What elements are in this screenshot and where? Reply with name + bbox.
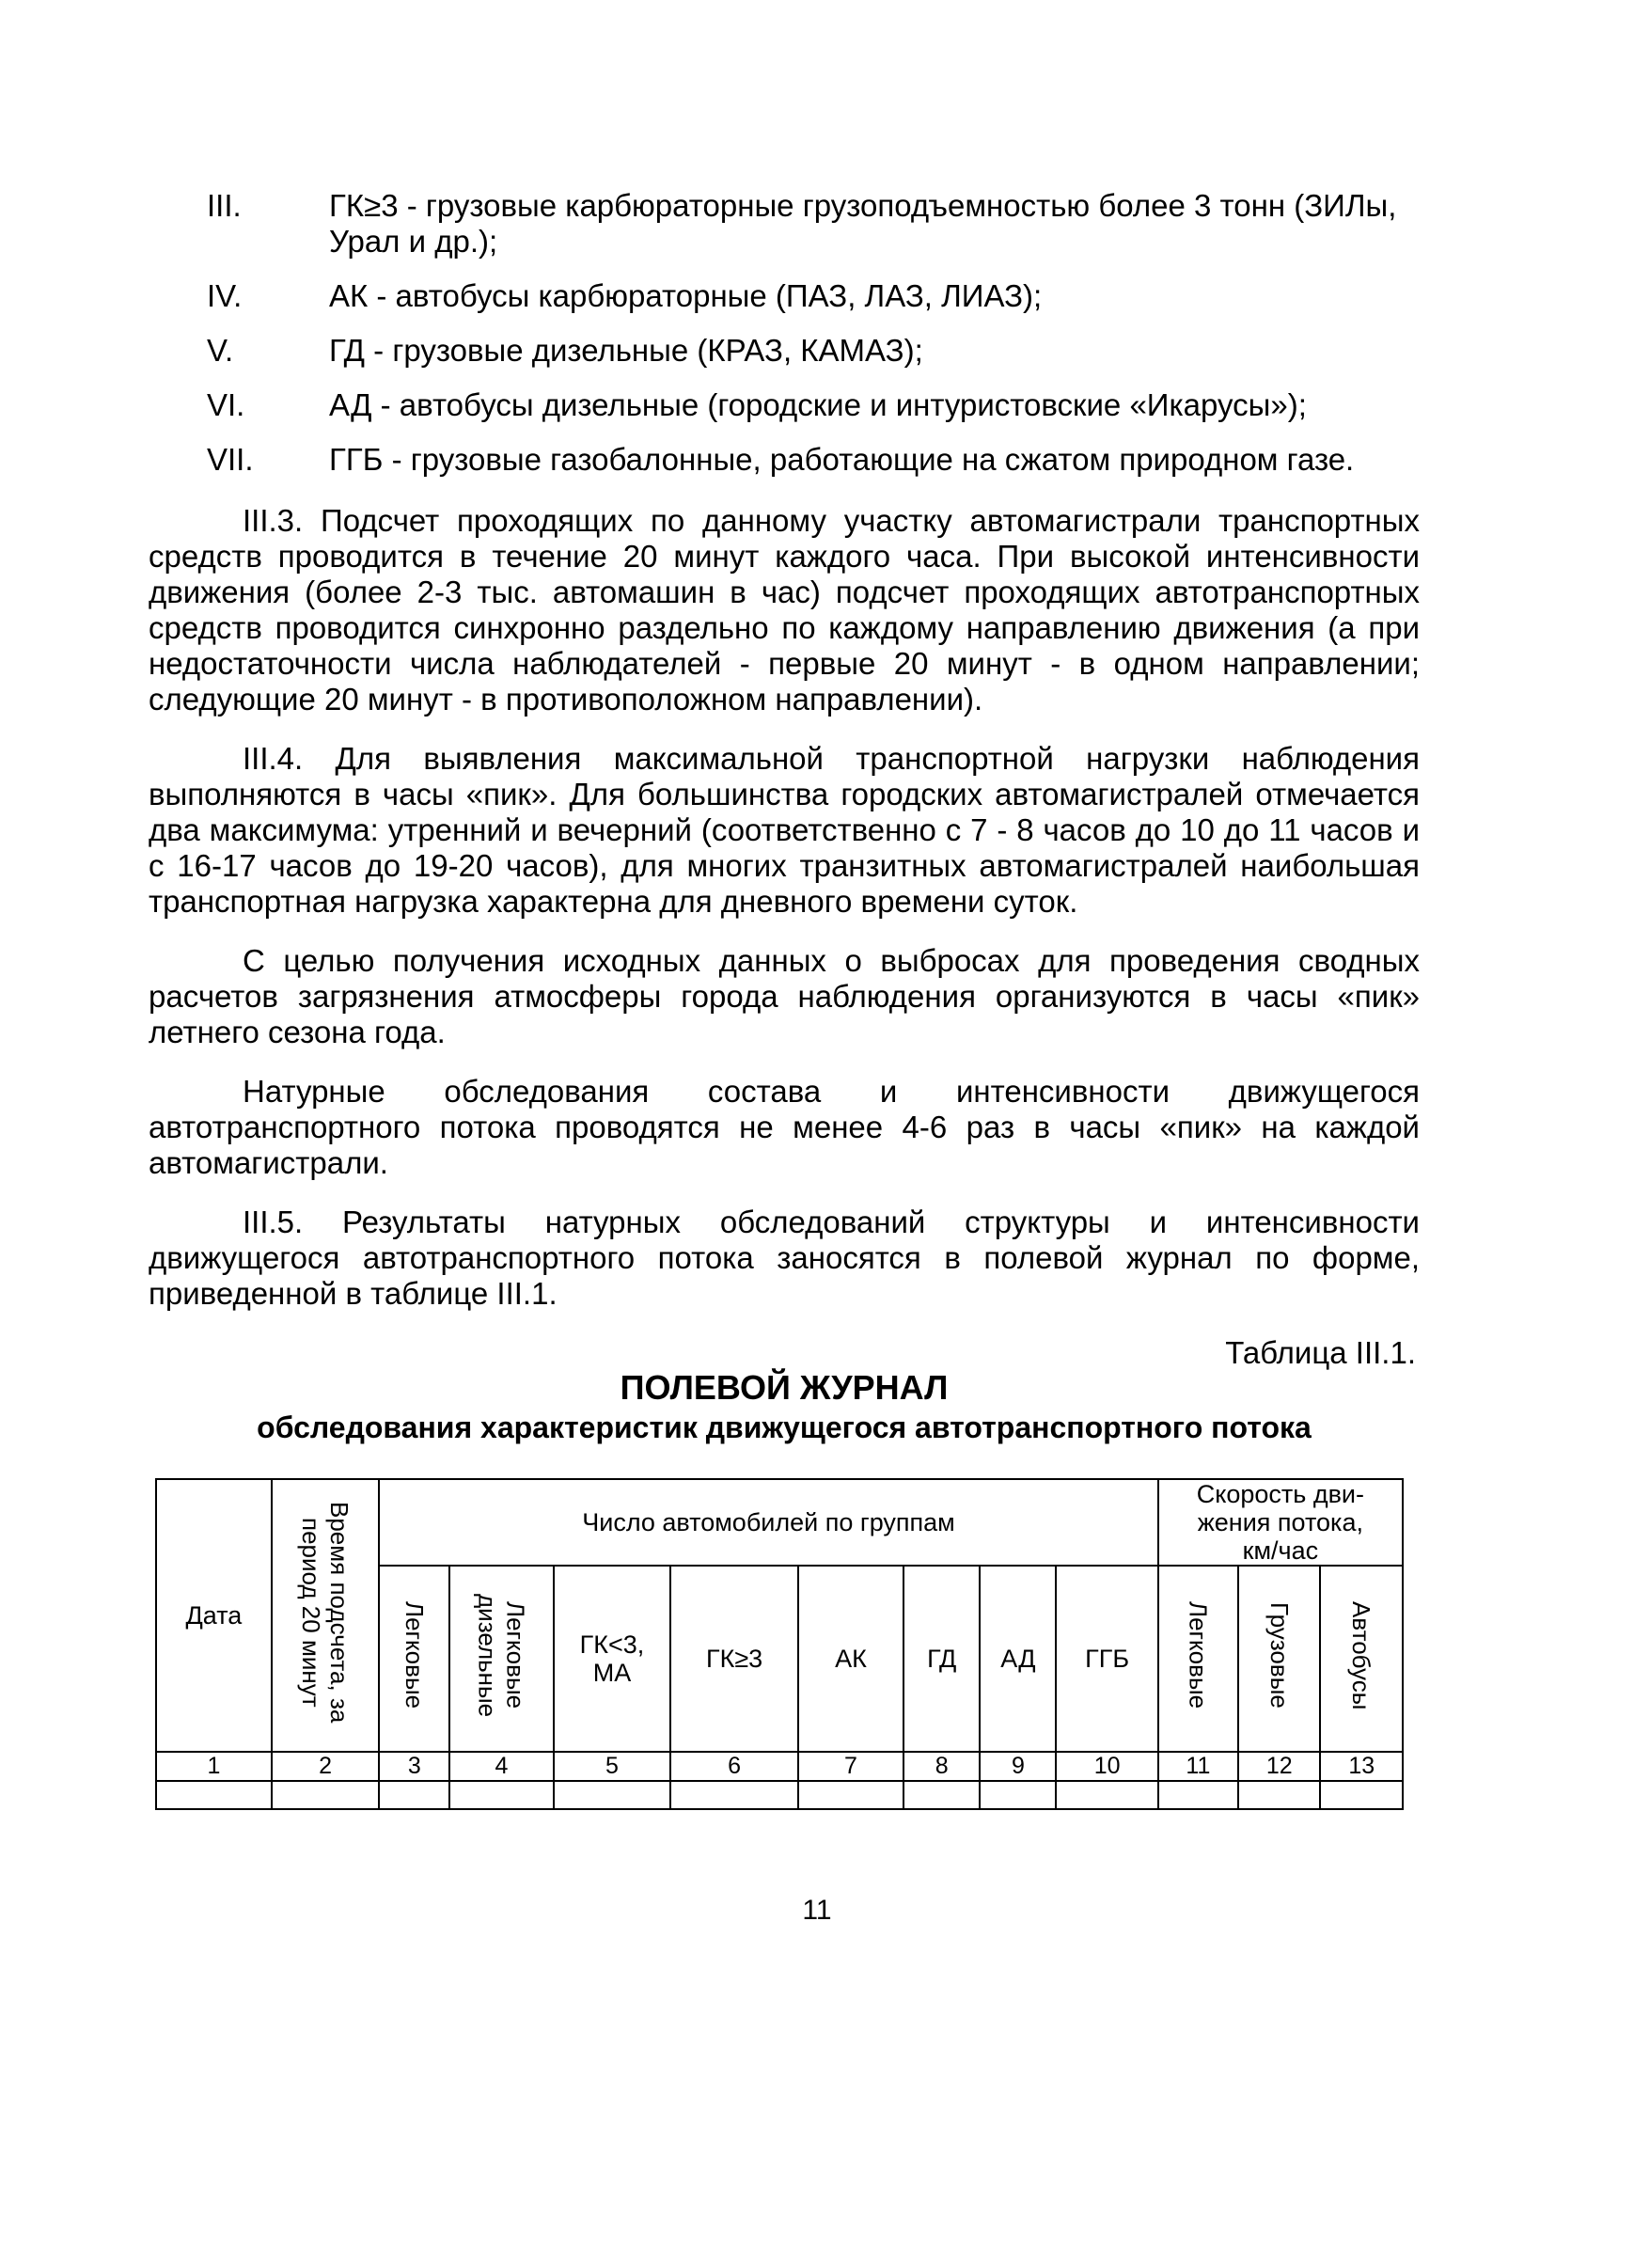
list-item-number: V. bbox=[207, 333, 234, 368]
table-cell bbox=[272, 1781, 379, 1809]
table-cell bbox=[156, 1781, 272, 1809]
table-label: Таблица III.1. bbox=[1225, 1335, 1416, 1370]
header-time: Время подсчета, за период 20 минут bbox=[272, 1479, 379, 1752]
header-light-diesel: Легковые дизельные bbox=[449, 1566, 553, 1752]
header-gd: ГД bbox=[903, 1566, 980, 1752]
paragraph: Натурные обследования состава и интенсивности движущегося автотранспортного потока проводятся не менее 4-6 раз в часы «пик» на каждой автомагистрали. bbox=[149, 1074, 1420, 1180]
table-title-main: ПОЛЕВОЙ ЖУРНАЛ bbox=[620, 1368, 949, 1407]
paragraph: III.5. Результаты натурных обследований структуры и интенсивности движущегося автотранспортного потока заносятся в полевой журнал по форме, приведенной в таблице III.1. bbox=[149, 1205, 1420, 1311]
column-number: 6 bbox=[670, 1752, 797, 1781]
list-item bbox=[188, 442, 1420, 478]
header-light: Легковые bbox=[379, 1566, 449, 1752]
list-item bbox=[188, 333, 1420, 369]
header-ggb: ГГБ bbox=[1056, 1566, 1157, 1752]
column-number: 3 bbox=[379, 1752, 449, 1781]
list-item bbox=[188, 387, 1420, 423]
paragraph: С целью получения исходных данных о выбросах для проведения сводных расчетов загрязнения атмосферы города наблюдения организуются в часы «пик» летнего сезона года. bbox=[149, 943, 1420, 1049]
column-number-row bbox=[156, 1752, 1403, 1781]
list-item bbox=[188, 188, 1420, 260]
column-number: 8 bbox=[903, 1752, 980, 1781]
table-header-row bbox=[156, 1479, 1403, 1566]
table-row bbox=[156, 1781, 1403, 1809]
table-cell bbox=[980, 1781, 1056, 1809]
list-item bbox=[188, 278, 1420, 314]
header-speed-light: Легковые bbox=[1158, 1566, 1238, 1752]
list-item-number: III. bbox=[207, 188, 242, 223]
column-number: 5 bbox=[554, 1752, 671, 1781]
table-cell bbox=[1056, 1781, 1157, 1809]
header-count-group: Число автомобилей по группам bbox=[379, 1479, 1157, 1566]
column-number: 7 bbox=[798, 1752, 903, 1781]
column-number: 9 bbox=[980, 1752, 1056, 1781]
list-item-text: ГД - грузовые дизельные (КРАЗ, КАМАЗ); bbox=[329, 333, 923, 368]
table-cell bbox=[903, 1781, 980, 1809]
header-ak: АК bbox=[798, 1566, 903, 1752]
header-speed-buses: Автобусы bbox=[1320, 1566, 1403, 1752]
table-cell bbox=[379, 1781, 449, 1809]
header-speed-trucks: Грузовые bbox=[1238, 1566, 1320, 1752]
table-title-sub: обследования характеристик движущегося автотранспортного потока bbox=[257, 1410, 1312, 1444]
paragraph: III.4. Для выявления максимальной транспортной нагрузки наблюдения выполняются в часы «пик». Для большинства городских автомагистралей отмечается два максимума: утренний и вечерний (соответственно с 7 - 8 часов до 10 до 11 часов и с 16-17 часов до 19-20 часов), для многих транзитных автомагистралей наибольшая транспортная нагрузка характерна для дневного времени суток. bbox=[149, 741, 1420, 919]
list-item-text: АК - автобусы карбюраторные (ПАЗ, ЛАЗ, ЛИАЗ); bbox=[329, 278, 1043, 313]
column-number: 11 bbox=[1158, 1752, 1238, 1781]
list-item-number: VI. bbox=[207, 387, 245, 422]
column-number: 10 bbox=[1056, 1752, 1157, 1781]
header-gk-ge3: ГК≥3 bbox=[670, 1566, 797, 1752]
header-gk-lt3: ГК<3, МА bbox=[554, 1566, 671, 1752]
list-item-text: ГГБ - грузовые газобалонные, работающие на сжатом природном газе. bbox=[329, 442, 1355, 477]
column-number: 13 bbox=[1320, 1752, 1403, 1781]
header-date: Дата bbox=[156, 1479, 272, 1752]
paragraph: III.3. Подсчет проходящих по данному участку автомагистрали транспортных средств проводится в течение 20 минут каждого часа. При высокой интенсивности движения (более 2-3 тыс. автомашин в час) подсчет проходящих автотранспортных средств проводится синхронно раздельно по каждому направлению движения (а при недостаточности числа наблюдателей - первые 20 минут - в одном направлении; следующие 20 минут - в противоположном направлении). bbox=[149, 503, 1420, 717]
list-item-number: IV. bbox=[207, 278, 243, 313]
header-ad: АД bbox=[980, 1566, 1056, 1752]
table-cell bbox=[449, 1781, 553, 1809]
vehicle-group-list bbox=[188, 188, 1420, 496]
header-speed-group: Скорость дви- жения потока, км/час bbox=[1158, 1479, 1403, 1566]
list-item-text: АД - автобусы дизельные (городские и интуристовские «Икарусы»); bbox=[329, 387, 1307, 422]
table-cell bbox=[1238, 1781, 1320, 1809]
table-cell bbox=[1320, 1781, 1403, 1809]
field-journal-table bbox=[155, 1478, 1404, 1810]
column-number: 4 bbox=[449, 1752, 553, 1781]
list-item-text: ГК≥3 - грузовые карбюраторные грузоподъемностью более 3 тонн (ЗИЛы, Урал и др.); bbox=[329, 188, 1397, 259]
table-cell bbox=[798, 1781, 903, 1809]
table-cell bbox=[1158, 1781, 1238, 1809]
page-number: 11 bbox=[802, 1895, 832, 1926]
list-item-number: VII. bbox=[207, 442, 254, 477]
table-cell bbox=[554, 1781, 671, 1809]
body-text bbox=[149, 503, 1420, 1335]
table-title bbox=[149, 1368, 1420, 1447]
column-number: 2 bbox=[272, 1752, 379, 1781]
table-cell bbox=[670, 1781, 797, 1809]
column-number: 12 bbox=[1238, 1752, 1320, 1781]
column-number: 1 bbox=[156, 1752, 272, 1781]
